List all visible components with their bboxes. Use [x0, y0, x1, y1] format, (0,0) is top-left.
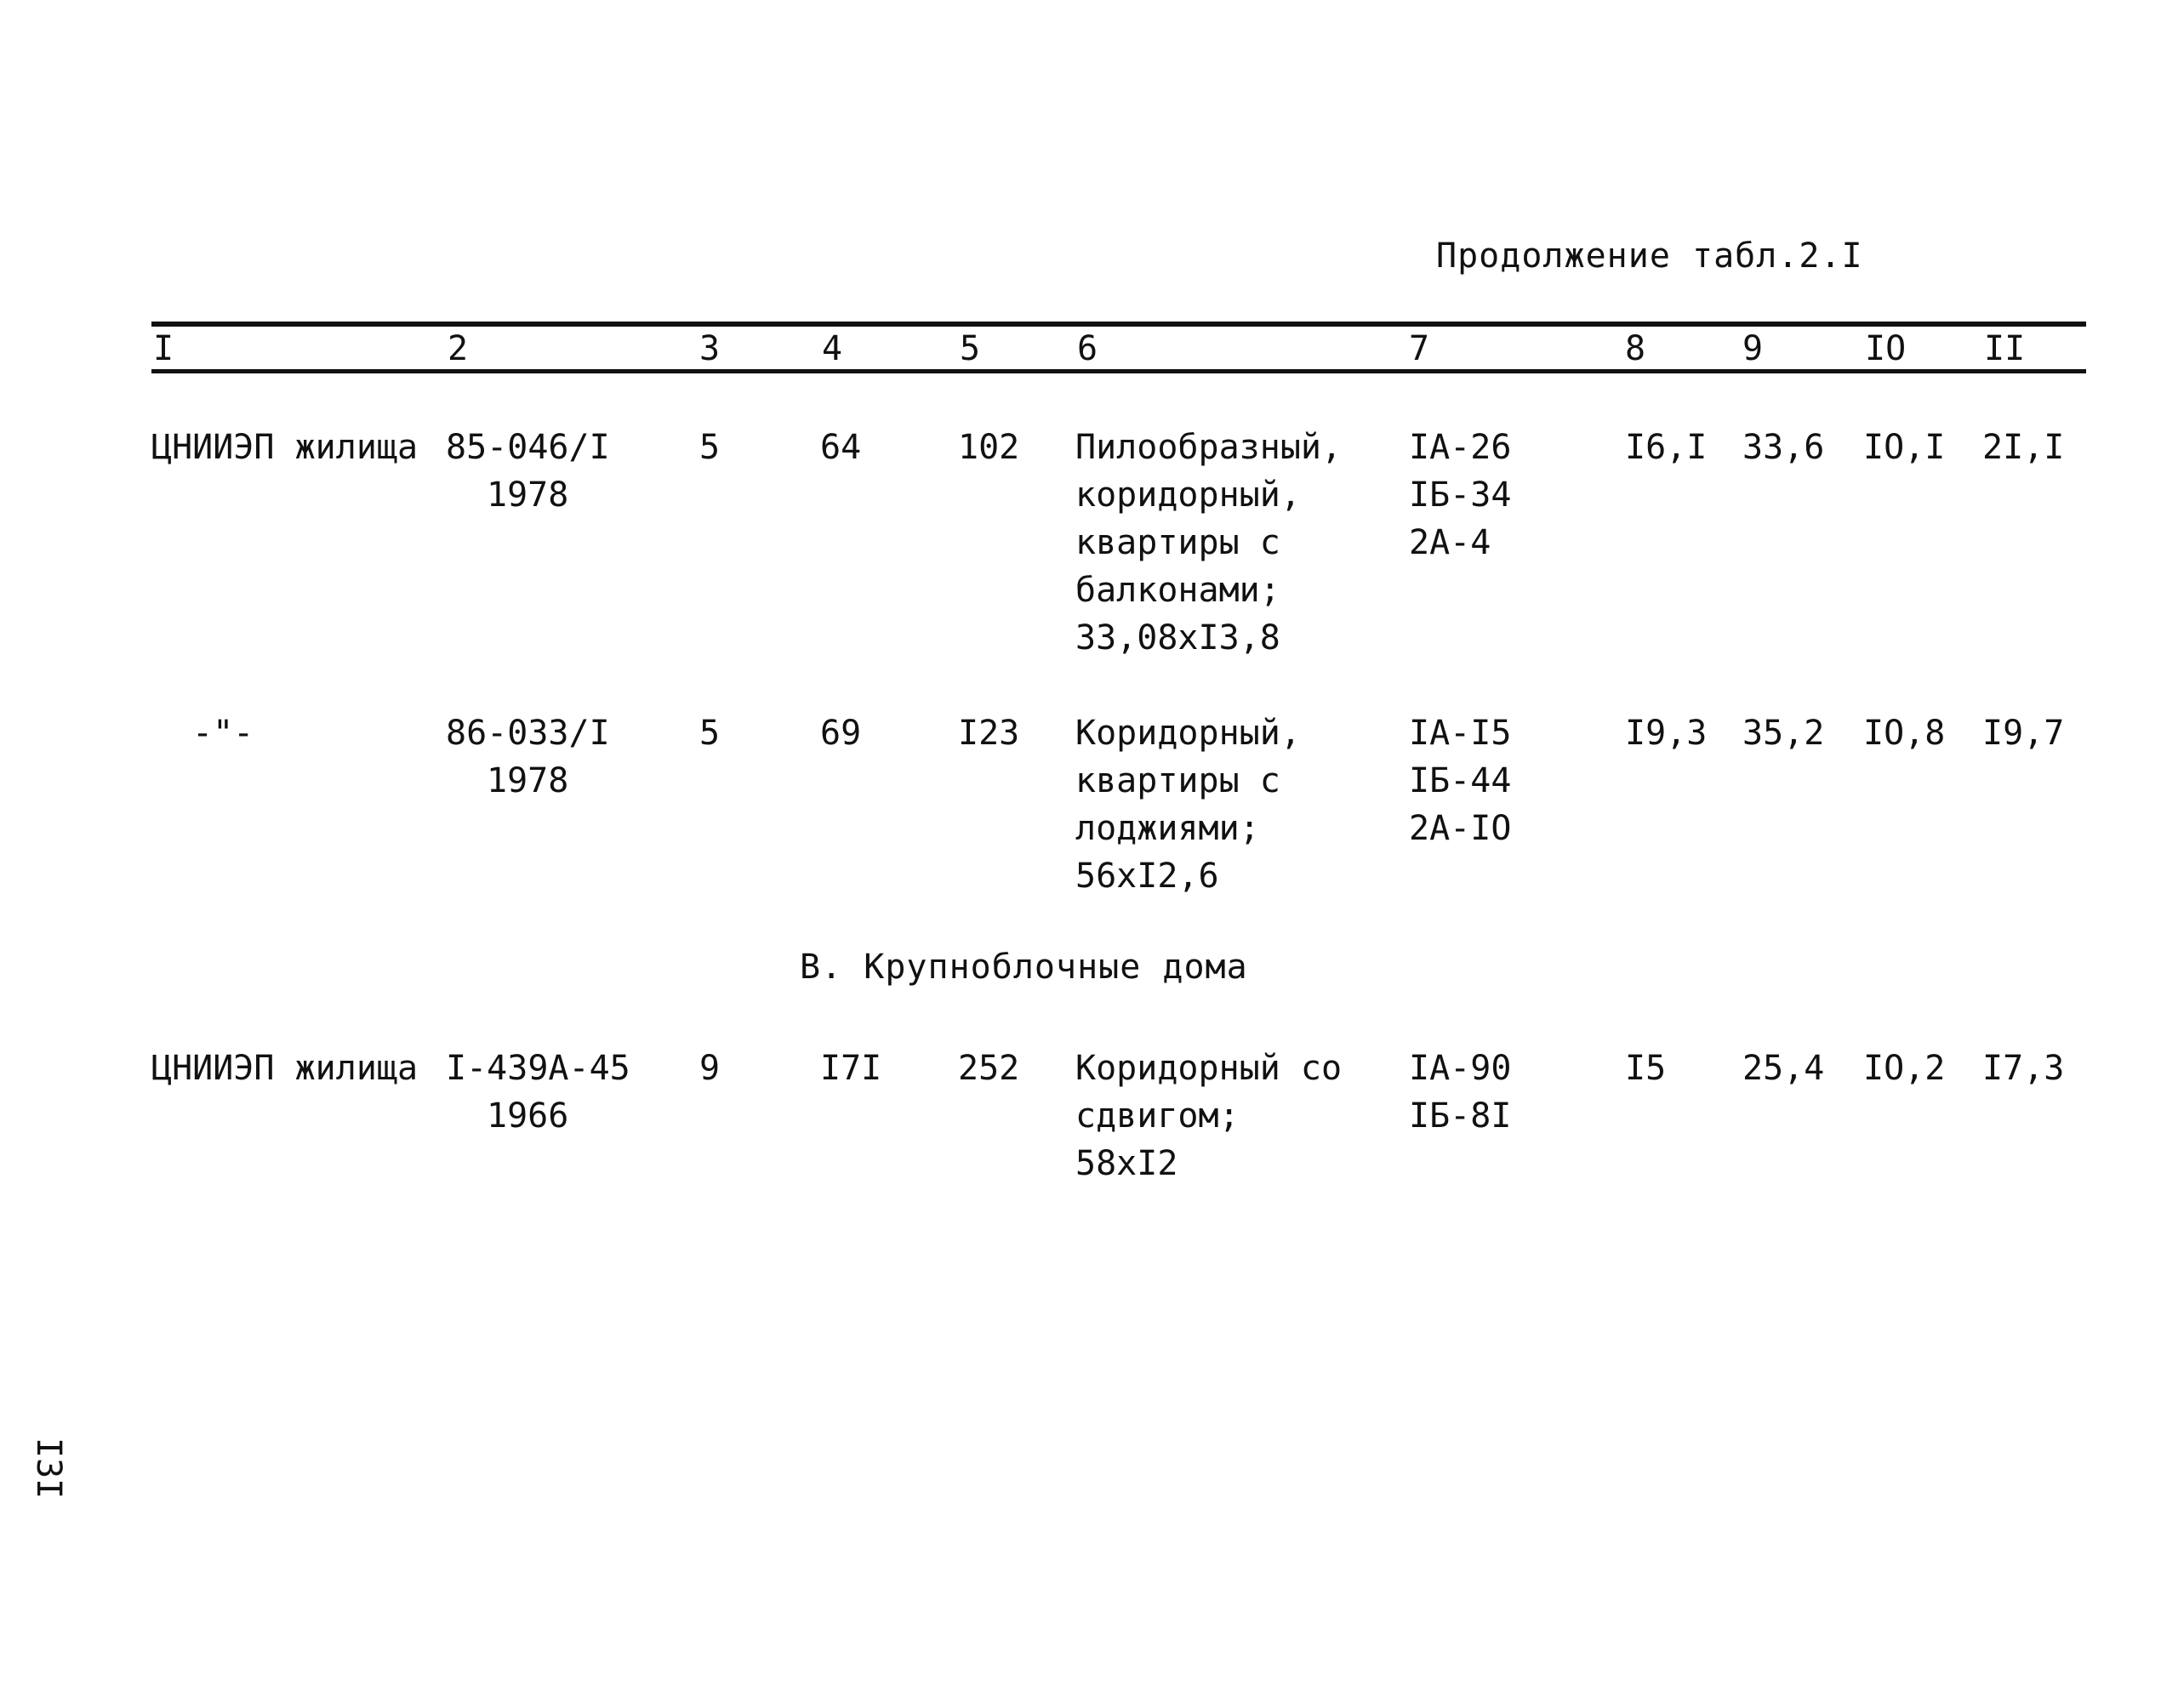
cell-value-9: 35,2: [1742, 714, 1825, 753]
apartment-type-line: IA-90: [1409, 1049, 1512, 1088]
table-top-rule: [151, 322, 2086, 327]
cell-value-9: 25,4: [1742, 1049, 1825, 1088]
apartment-type-line: IБ-8I: [1409, 1096, 1512, 1136]
cell-apartment-types: [1409, 424, 1511, 566]
cell-value-10: IO,I: [1863, 428, 1946, 467]
column-number-5: 5: [960, 329, 981, 368]
column-number-6: 6: [1077, 329, 1098, 368]
cell-value-8: I5: [1625, 1049, 1667, 1088]
cell-apartments: 69: [820, 714, 862, 753]
cell-value-8: I9,3: [1625, 714, 1708, 753]
description-line: сдвигом;: [1075, 1096, 1240, 1136]
project-code: I-439A-45: [446, 1049, 630, 1088]
apartment-type-line: IБ-34: [1409, 475, 1512, 515]
description-line: балконами;: [1075, 571, 1280, 610]
page-number: I3I: [29, 1438, 68, 1500]
description-line: лоджиями;: [1075, 809, 1260, 848]
description-line: 33,08xI3,8: [1075, 618, 1280, 658]
cell-value-11: I7,3: [1982, 1049, 2065, 1088]
cell-value-8: I6,I: [1625, 428, 1708, 467]
column-number-4: 4: [822, 329, 843, 368]
cell-apartment-types: [1409, 709, 1511, 852]
project-code: 85-046/I: [446, 428, 610, 467]
project-code: 86-033/I: [446, 714, 610, 753]
project-year: 1978: [487, 475, 569, 515]
cell-description: [1075, 709, 1301, 900]
cell-residents: I23: [958, 714, 1020, 753]
cell-floors: 9: [699, 1049, 721, 1088]
apartment-type-line: 2A-IO: [1409, 809, 1512, 848]
description-line: квартиры с: [1075, 761, 1280, 800]
description-line: коридорный,: [1075, 475, 1301, 515]
cell-residents: 252: [958, 1049, 1020, 1088]
cell-description: [1075, 424, 1342, 662]
cell-organization: ЦНИИЭП жилища: [151, 1049, 419, 1088]
cell-description: [1075, 1045, 1342, 1187]
cell-value-11: 2I,I: [1982, 428, 2065, 467]
table-header-rule: [151, 369, 2086, 373]
column-number-2: 2: [448, 329, 469, 368]
column-number-7: 7: [1409, 329, 1430, 368]
cell-value-10: IO,8: [1863, 714, 1946, 753]
cell-project-number: [446, 1045, 630, 1140]
project-year: 1978: [487, 761, 569, 800]
description-line: квартиры с: [1075, 523, 1280, 562]
cell-floors: 5: [699, 428, 721, 467]
description-line: Коридорный,: [1075, 714, 1301, 753]
column-number-header: [0, 330, 2161, 367]
cell-value-11: I9,7: [1982, 714, 2065, 753]
cell-project-number: [446, 424, 610, 519]
cell-apartments: 64: [820, 428, 862, 467]
column-number-3: 3: [699, 329, 721, 368]
cell-organization-ditto: -"-: [192, 714, 254, 753]
cell-floors: 5: [699, 714, 721, 753]
description-line: 58xI2: [1075, 1144, 1178, 1183]
column-number-1: I: [153, 329, 174, 368]
section-heading: В. Крупноблочные дома: [800, 948, 1248, 987]
description-line: Пилообразный,: [1075, 428, 1343, 467]
apartment-type-line: IA-I5: [1409, 714, 1512, 753]
table-continuation-title: Продолжение табл.2.I: [1436, 236, 1863, 276]
cell-value-9: 33,6: [1742, 428, 1825, 467]
project-year: 1966: [487, 1096, 569, 1136]
cell-project-number: [446, 709, 610, 805]
column-number-9: 9: [1742, 329, 1764, 368]
column-number-8: 8: [1625, 329, 1646, 368]
apartment-type-line: 2A-4: [1409, 523, 1491, 562]
apartment-type-line: IA-26: [1409, 428, 1512, 467]
column-number-10: IO: [1865, 329, 1907, 368]
column-number-11: II: [1984, 329, 2026, 368]
cell-organization: ЦНИИЭП жилища: [151, 428, 419, 467]
cell-value-10: IO,2: [1863, 1049, 1946, 1088]
cell-apartment-types: [1409, 1045, 1511, 1140]
cell-apartments: I7I: [820, 1049, 882, 1088]
description-line: 56xI2,6: [1075, 857, 1219, 896]
description-line: Коридорный со: [1075, 1049, 1343, 1088]
cell-residents: 102: [958, 428, 1020, 467]
apartment-type-line: IБ-44: [1409, 761, 1512, 800]
